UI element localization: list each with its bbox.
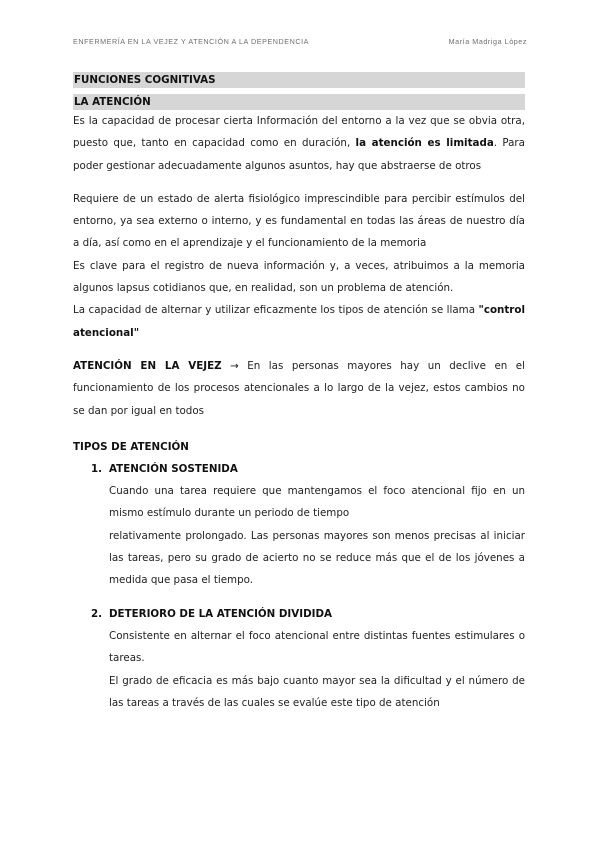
section-title-tipos: TIPOS DE ATENCIÓN [73, 440, 189, 453]
document-body [73, 72, 525, 714]
header-author: María Madriga López [448, 37, 527, 46]
control-emphasis: "control atencional" [73, 304, 525, 339]
list-paragraph: relativamente prolongado. Las personas mayores son menos precisas al iniciar las tareas, pero su grado de acierto no se reduce más que el de los jóvenes a medida que pasa el tiempo. [109, 529, 525, 587]
list-item-title: ATENCIÓN SOSTENIDA [109, 462, 238, 475]
vejez-label: ATENCIÓN EN LA VEJEZ [73, 359, 222, 372]
list-paragraph: El grado de eficacia es más bajo cuanto mayor sea la dificultad y el número de las tareas a través de las cuales se evalúe este tipo de atención [109, 674, 525, 709]
heading-funciones-cognitivas: FUNCIONES COGNITIVAS [73, 72, 525, 88]
page-header [73, 37, 527, 49]
vejez-text: → En las personas mayores hay un declive en el funcionamiento de los procesos atencionales a lo largo de la vejez, estos cambios no se dan por igual en todos [73, 359, 526, 417]
header-course-title: ENFERMERÍA EN LA VEJEZ Y ATENCIÓN A LA DEPENDENCIA [73, 37, 309, 46]
list-number: 2. [91, 607, 103, 620]
list-paragraph: Cuando una tarea requiere que mantengamos el foco atencional fijo en un mismo estímulo durante un periodo de tiempo [109, 485, 525, 520]
list-number: 1. [91, 462, 103, 475]
list-item-body [73, 480, 525, 591]
paragraph-registro: Es clave para el registro de nueva información y, a veces, atribuimos a la memoria algunos lapsus cotidianos que, en realidad, son un problema de atención. [73, 259, 525, 295]
paragraph-definition [73, 110, 525, 177]
paragraph-control-atencional [73, 299, 525, 344]
paragraph-alerta: Requiere de un estado de alerta fisiológico imprescindible para percibir estímulos del entorno, ya sea externo o interno, y es fundamental en todas las áreas de nuestro día a día, así como en el aprendizaje y el funcionamiento de la memoria [73, 192, 525, 250]
heading-la-atencion: LA ATENCIÓN [73, 94, 525, 110]
definition-text-start: Es la capacidad de procesar cierta Información del entorno a la vez que se obvia otra, puesto que, tanto en capacidad como en duración, [73, 115, 525, 150]
list-item-title: DETERIORO DE LA ATENCIÓN DIVIDIDA [109, 607, 332, 620]
definition-emphasis: la atención es limitada [355, 137, 494, 150]
control-text: La capacidad de alternar y utilizar eficazmente los tipos de atención se llama [73, 304, 479, 317]
list-item-heading [73, 458, 525, 480]
list-item-body [73, 625, 525, 714]
list-paragraph: Consistente en alternar el foco atencional entre distintas fuentes estimulares o tareas. [109, 629, 525, 665]
definition-text-end: . Para poder gestionar adecuadamente algunos asuntos, hay que abstraerse de otros [73, 137, 525, 172]
list-item-heading [73, 603, 525, 625]
paragraph-atencion-vejez [73, 355, 525, 422]
